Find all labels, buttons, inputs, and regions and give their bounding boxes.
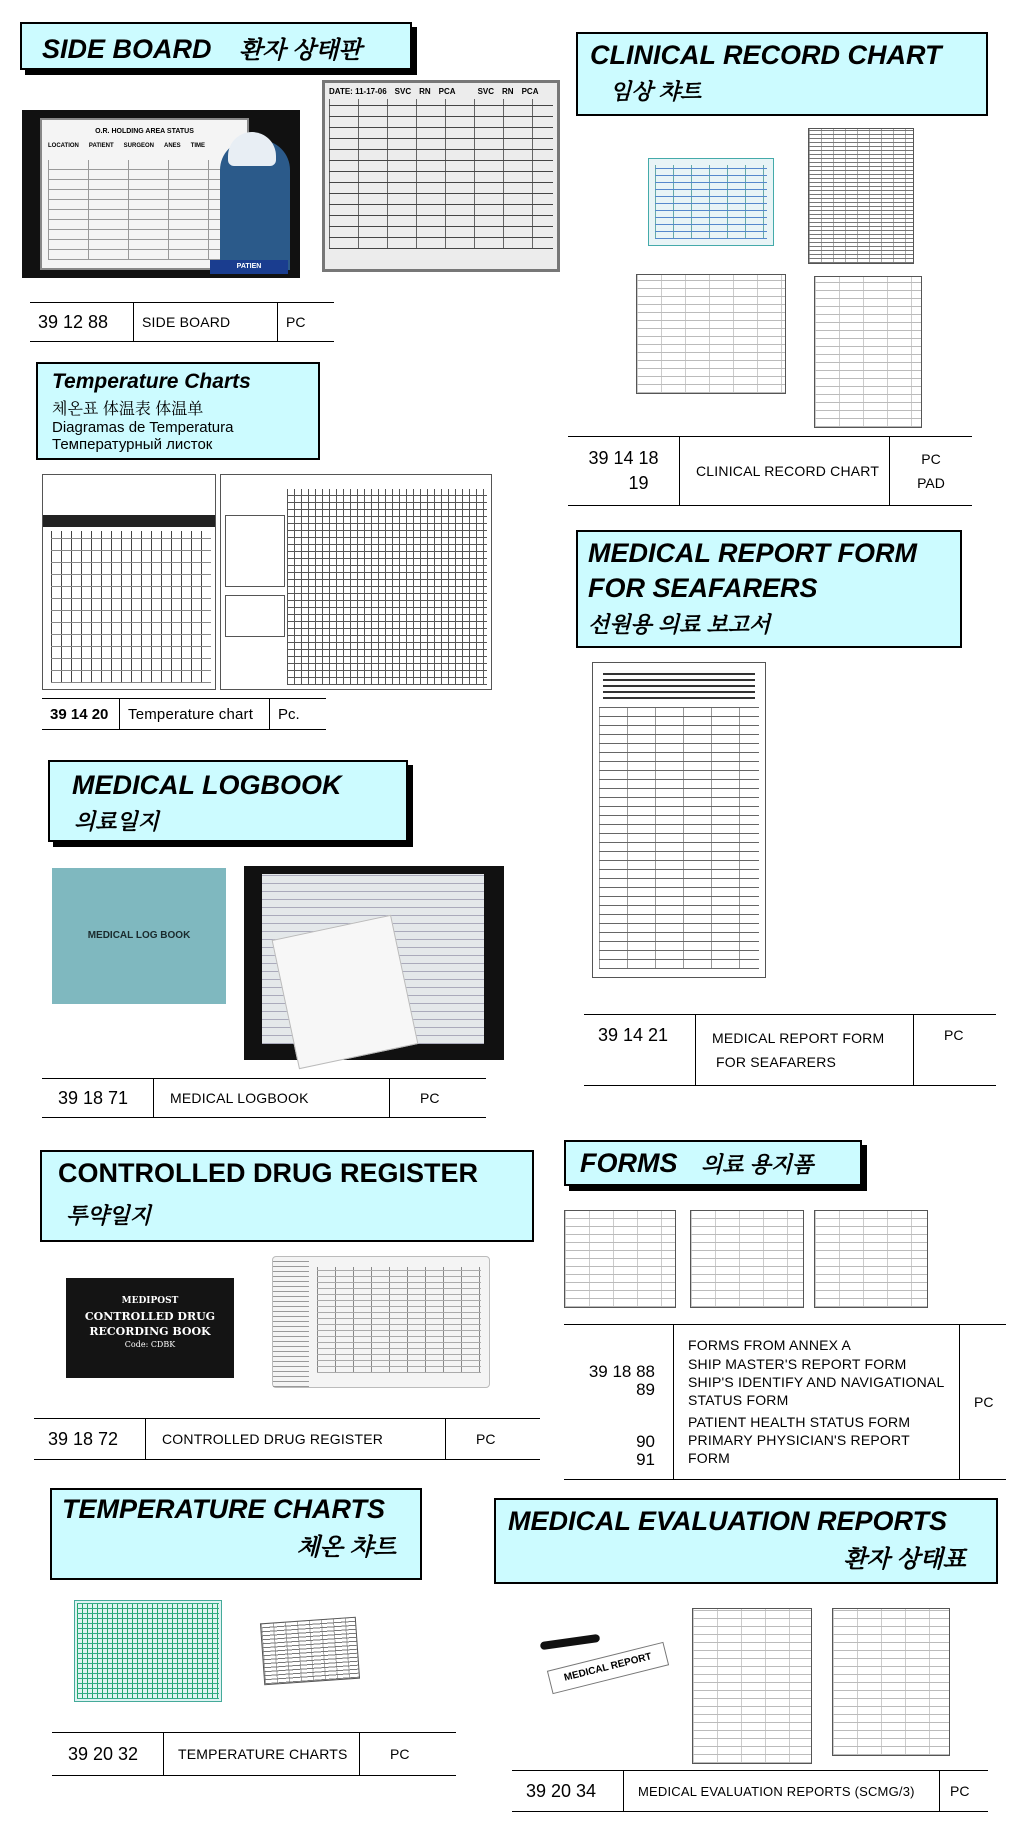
forms-item-1: FORMS FROM ANNEX A: [688, 1337, 852, 1354]
board-title: O.R. HOLDING AREA STATUS: [95, 128, 194, 135]
seafarers-title-en2: FOR SEAFARERS: [588, 573, 818, 603]
temperature-chart-form-2: [220, 474, 492, 690]
drug-book-line-4: Code: CDBK: [124, 1340, 176, 1349]
side-board-title: [20, 22, 412, 70]
forms-title-en: FORMS: [580, 1148, 678, 1178]
catalog-unit: PC: [286, 314, 306, 330]
wb-header-svc: SVC: [394, 87, 412, 96]
evaluation-stamp-image: [540, 1630, 670, 1702]
catalog-desc: Temperature chart: [120, 699, 270, 729]
medical-logbook-title-ko: 의료일지: [74, 809, 160, 834]
controlled-drug-title-en: CONTROLLED DRUG REGISTER: [58, 1158, 479, 1188]
clinical-record-title-ko: 임상 챠트: [610, 79, 702, 104]
temperature-charts-big-catalog-row: [52, 1732, 456, 1776]
forms-title: [564, 1140, 862, 1186]
clinical-form-page-3: [814, 276, 922, 428]
catalog-unit: PC: [974, 1394, 994, 1410]
catalog-code: 39 14 21: [584, 1015, 696, 1085]
drug-catalog-row: [34, 1418, 540, 1460]
catalog-unit: PC: [944, 1027, 964, 1043]
forms-item-4: PATIENT HEALTH STATUS FORM: [688, 1414, 911, 1431]
controlled-drug-title-ko: 투약일지: [66, 1203, 152, 1228]
forms-item-3b: STATUS FORM: [688, 1391, 789, 1408]
catalog-code: 39 20 32: [52, 1733, 164, 1775]
board-header-surgeon: SURGEON: [123, 143, 155, 149]
temperature-chart-screen: [74, 1600, 222, 1702]
temperature-charts-title-ru: Температурный листок: [52, 436, 213, 453]
evaluation-reports-title: [494, 1498, 998, 1584]
catalog-code-1: 39 14 18: [588, 448, 659, 468]
wb-header-rn: RN: [419, 87, 431, 96]
form-thumbnail-1: [564, 1210, 676, 1308]
forms-code-2: 89: [636, 1379, 655, 1399]
catalog-desc-2: FOR SEAFARERS: [716, 1054, 837, 1070]
controlled-drug-title: [40, 1150, 534, 1242]
catalog-desc: MEDICAL LOGBOOK: [154, 1079, 390, 1117]
evaluation-report-page-2: [832, 1608, 950, 1756]
forms-title-ko: 의료 용지폼: [701, 1152, 814, 1177]
surgeon-cap: [228, 132, 276, 166]
temperature-charts-title-es: Diagramas de Temperatura: [52, 419, 234, 436]
side-board-title-en: SIDE BOARD: [42, 34, 212, 64]
temperature-charts-big-title-ko: 체온 챠트: [296, 1534, 396, 1561]
temperature-charts-big-title-en: TEMPERATURE CHARTS: [62, 1494, 386, 1524]
temperature-chart-sheets: [260, 1617, 360, 1686]
seafarers-title-ko: 선원용 의료 보고서: [588, 612, 771, 637]
seafarers-catalog-row: [584, 1014, 996, 1086]
drug-book-line-2: CONTROLLED DRUG: [84, 1310, 216, 1323]
wb-header-rn2: RN: [502, 87, 514, 96]
catalog-unit: [890, 437, 972, 505]
catalog-code: 39 20 34: [512, 1771, 624, 1811]
evaluation-stamp-text: MEDICAL REPORT: [547, 1642, 669, 1694]
forms-item-3: SHIP'S IDENTIFY AND NAVIGATIONAL: [688, 1373, 945, 1390]
clinical-record-title: [576, 32, 988, 116]
catalog-unit: PC: [950, 1783, 970, 1799]
forms-item-2: SHIP MASTER'S REPORT FORM: [688, 1355, 907, 1372]
forms-item-list: [674, 1325, 960, 1479]
catalog-code: 39 14 20: [42, 699, 120, 729]
form-thumbnail-3: [814, 1210, 928, 1308]
forms-item-5: PRIMARY PHYSICIAN'S REPORT FORM: [688, 1432, 910, 1467]
wb-header-pca: PCA: [438, 87, 456, 96]
wb-header-pca2: PCA: [521, 87, 539, 96]
catalog-desc: SIDE BOARD: [134, 303, 278, 341]
evaluation-catalog-row: [512, 1770, 988, 1812]
catalog-code: 39 12 88: [30, 303, 134, 341]
forms-code-1: 39 18 88: [588, 1362, 655, 1381]
logbook-catalog-row: [42, 1078, 486, 1118]
evaluation-reports-title-ko: 환자 상태표: [843, 1546, 966, 1573]
clinical-record-title-en: CLINICAL RECORD CHART: [590, 40, 942, 70]
clinical-form-page-1: [808, 128, 914, 264]
temperature-chart-catalog-row: [42, 698, 326, 730]
catalog-unit: PC: [420, 1090, 440, 1106]
medical-logbook-title: [48, 760, 408, 842]
logbook-cover-photo: [52, 868, 226, 1004]
catalog-codes: [564, 1325, 674, 1479]
side-board-title-ko: 환자 상태판: [239, 37, 362, 64]
temperature-charts-big-title: [50, 1488, 422, 1580]
catalog-desc-1: MEDICAL REPORT FORM: [712, 1030, 885, 1046]
board-button: PATIEN: [210, 260, 288, 274]
catalog-desc: CLINICAL RECORD CHART: [680, 437, 890, 505]
catalog-code-2: 19: [628, 473, 649, 493]
temperature-charts-title-multi: 체온표 体温表 体温单: [52, 401, 204, 418]
catalog-code: 39 18 71: [42, 1079, 154, 1117]
catalog-unit-1: PC: [921, 451, 941, 467]
board-header-time: TIME: [190, 143, 206, 149]
seafarers-form-image: [592, 662, 766, 978]
catalog-desc: MEDICAL EVALUATION REPORTS (SCMG/3): [624, 1771, 940, 1811]
seafarers-title-en1: MEDICAL REPORT FORM: [588, 538, 918, 568]
board-header-patient: PATIENT: [88, 143, 114, 149]
catalog-unit: PC: [476, 1431, 496, 1447]
form-thumbnail-2: [690, 1210, 804, 1308]
clinical-form-page-2: [636, 274, 786, 394]
drug-book-line-3: RECORDING BOOK: [89, 1325, 211, 1338]
logbook-cover-text: MEDICAL LOG BOOK: [87, 930, 191, 941]
wb-header-date: DATE: 11-17-06: [329, 87, 387, 96]
forms-code-4: 90: [636, 1431, 655, 1451]
medical-logbook-title-en: MEDICAL LOGBOOK: [72, 770, 342, 800]
side-board-photo: [22, 110, 300, 278]
catalog-unit-2: PAD: [917, 475, 945, 491]
catalog-unit: PC: [390, 1746, 410, 1762]
evaluation-report-page-1: [692, 1608, 812, 1764]
board-header-anes: ANES: [164, 143, 181, 149]
clinical-catalog-row: [568, 436, 972, 506]
catalog-desc: TEMPERATURE CHARTS: [164, 1733, 360, 1775]
temperature-chart-form-1: [42, 474, 216, 690]
logbook-open-photo: [244, 866, 504, 1060]
side-board-catalog-row: [30, 302, 334, 342]
temperature-charts-title: [36, 362, 320, 460]
catalog-desc: CONTROLLED DRUG REGISTER: [146, 1419, 446, 1459]
forms-code-5: 91: [636, 1449, 655, 1469]
catalog-unit: Pc.: [278, 705, 300, 723]
drug-book-open: [272, 1256, 490, 1388]
forms-catalog-row: [564, 1324, 1006, 1480]
drug-book-cover: [66, 1278, 234, 1378]
temperature-charts-title-en: Temperature Charts: [52, 370, 251, 393]
clinical-form-screen: [648, 158, 774, 246]
wb-header-svc2: SVC: [477, 87, 495, 96]
drug-book-line-1: MEDIPOST: [121, 1296, 179, 1306]
catalog-code: 39 18 72: [34, 1419, 146, 1459]
catalog-code: [568, 437, 680, 505]
seafarers-title: [576, 530, 962, 648]
board-header-location: LOCATION: [48, 143, 79, 149]
catalog-desc: [696, 1015, 914, 1085]
whiteboard-photo: [322, 80, 560, 272]
evaluation-reports-title-en: MEDICAL EVALUATION REPORTS: [508, 1506, 948, 1536]
